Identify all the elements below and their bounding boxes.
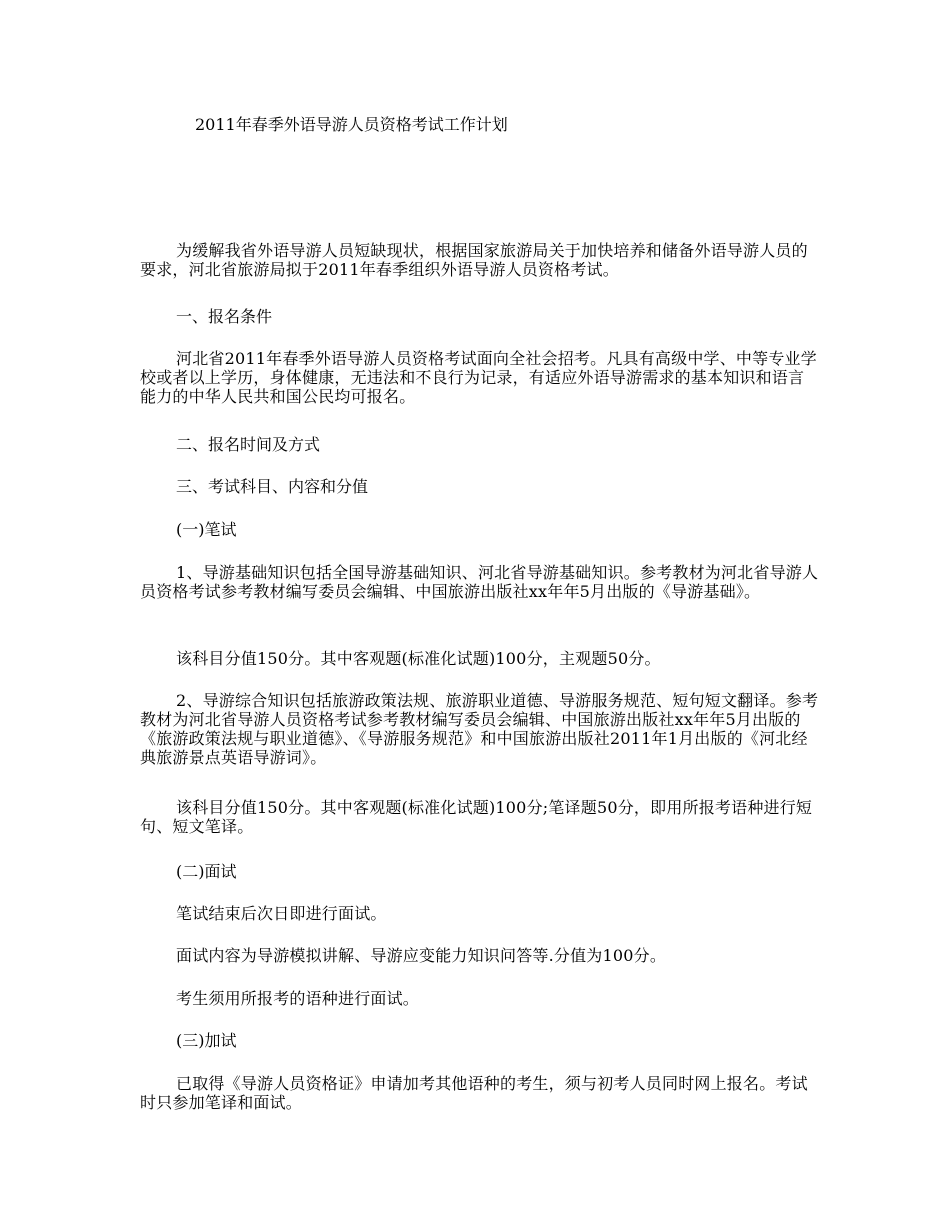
- interview-paragraph-3: 考生须用所报考的语种进行面试。: [176, 989, 420, 1008]
- written-exam-heading: (一)笔试: [176, 520, 237, 539]
- section2-heading: 二、报名时间及方式: [176, 435, 321, 454]
- extra-exam-paragraph: 已取得《导游人员资格证》申请加考其他语种的考生，须与初考人员同时网上报名。考试时只参加笔译和面试。: [140, 1074, 808, 1112]
- section3-heading: 三、考试科目、内容和分值: [176, 477, 369, 496]
- extra-exam-heading: (三)加试: [176, 1031, 237, 1050]
- written-item1-score: 该科目分值150分。其中客观题(标准化试题)100分，主观题50分。: [176, 649, 661, 668]
- interview-paragraph-1: 笔试结束后次日即进行面试。: [176, 904, 387, 923]
- section1-paragraph: 河北省2011年春季外语导游人员资格考试面向全社会招考。凡具有高级中学、中等专业学校或者以上学历，身体健康，无违法和不良行为记录，有适应外语导游需求的基本知识和语言能力的中华人民共和国公民均可报名。: [140, 349, 817, 406]
- document-title: 2011年春季外语导游人员资格考试工作计划: [195, 115, 508, 134]
- written-item1-paragraph: 1、导游基础知识包括全国导游基础知识、河北省导游基础知识。参考教材为河北省导游人员资格考试参考教材编写委员会编辑、中国旅游出版社xx年年5月出版的《导游基础》。: [140, 563, 819, 601]
- interview-paragraph-2: 面试内容为导游模拟讲解、导游应变能力知识问答等.分值为100分。: [176, 946, 667, 965]
- written-item2-paragraph: 2、导游综合知识包括旅游政策法规、旅游职业道德、导游服务规范、短句短文翻译。参考教材为河北省导游人员资格考试参考教材编写委员会编辑、中国旅游出版社xx年年5月出版的《旅游政策法规与职业道德》、《导游服务规范》和中国旅游出版社2011年1月出版的《河北经典旅游景点英语导游词》。: [140, 691, 819, 767]
- interview-heading: (二)面试: [176, 862, 237, 881]
- written-item2-score: 该科目分值150分。其中客观题(标准化试题)100分;笔译题50分，即用所报考语种进行短句、短文笔译。: [140, 798, 813, 836]
- intro-paragraph: 为缓解我省外语导游人员短缺现状，根据国家旅游局关于加快培养和储备外语导游人员的要求，河北省旅游局拟于2011年春季组织外语导游人员资格考试。: [140, 241, 808, 279]
- section1-heading: 一、报名条件: [176, 307, 273, 326]
